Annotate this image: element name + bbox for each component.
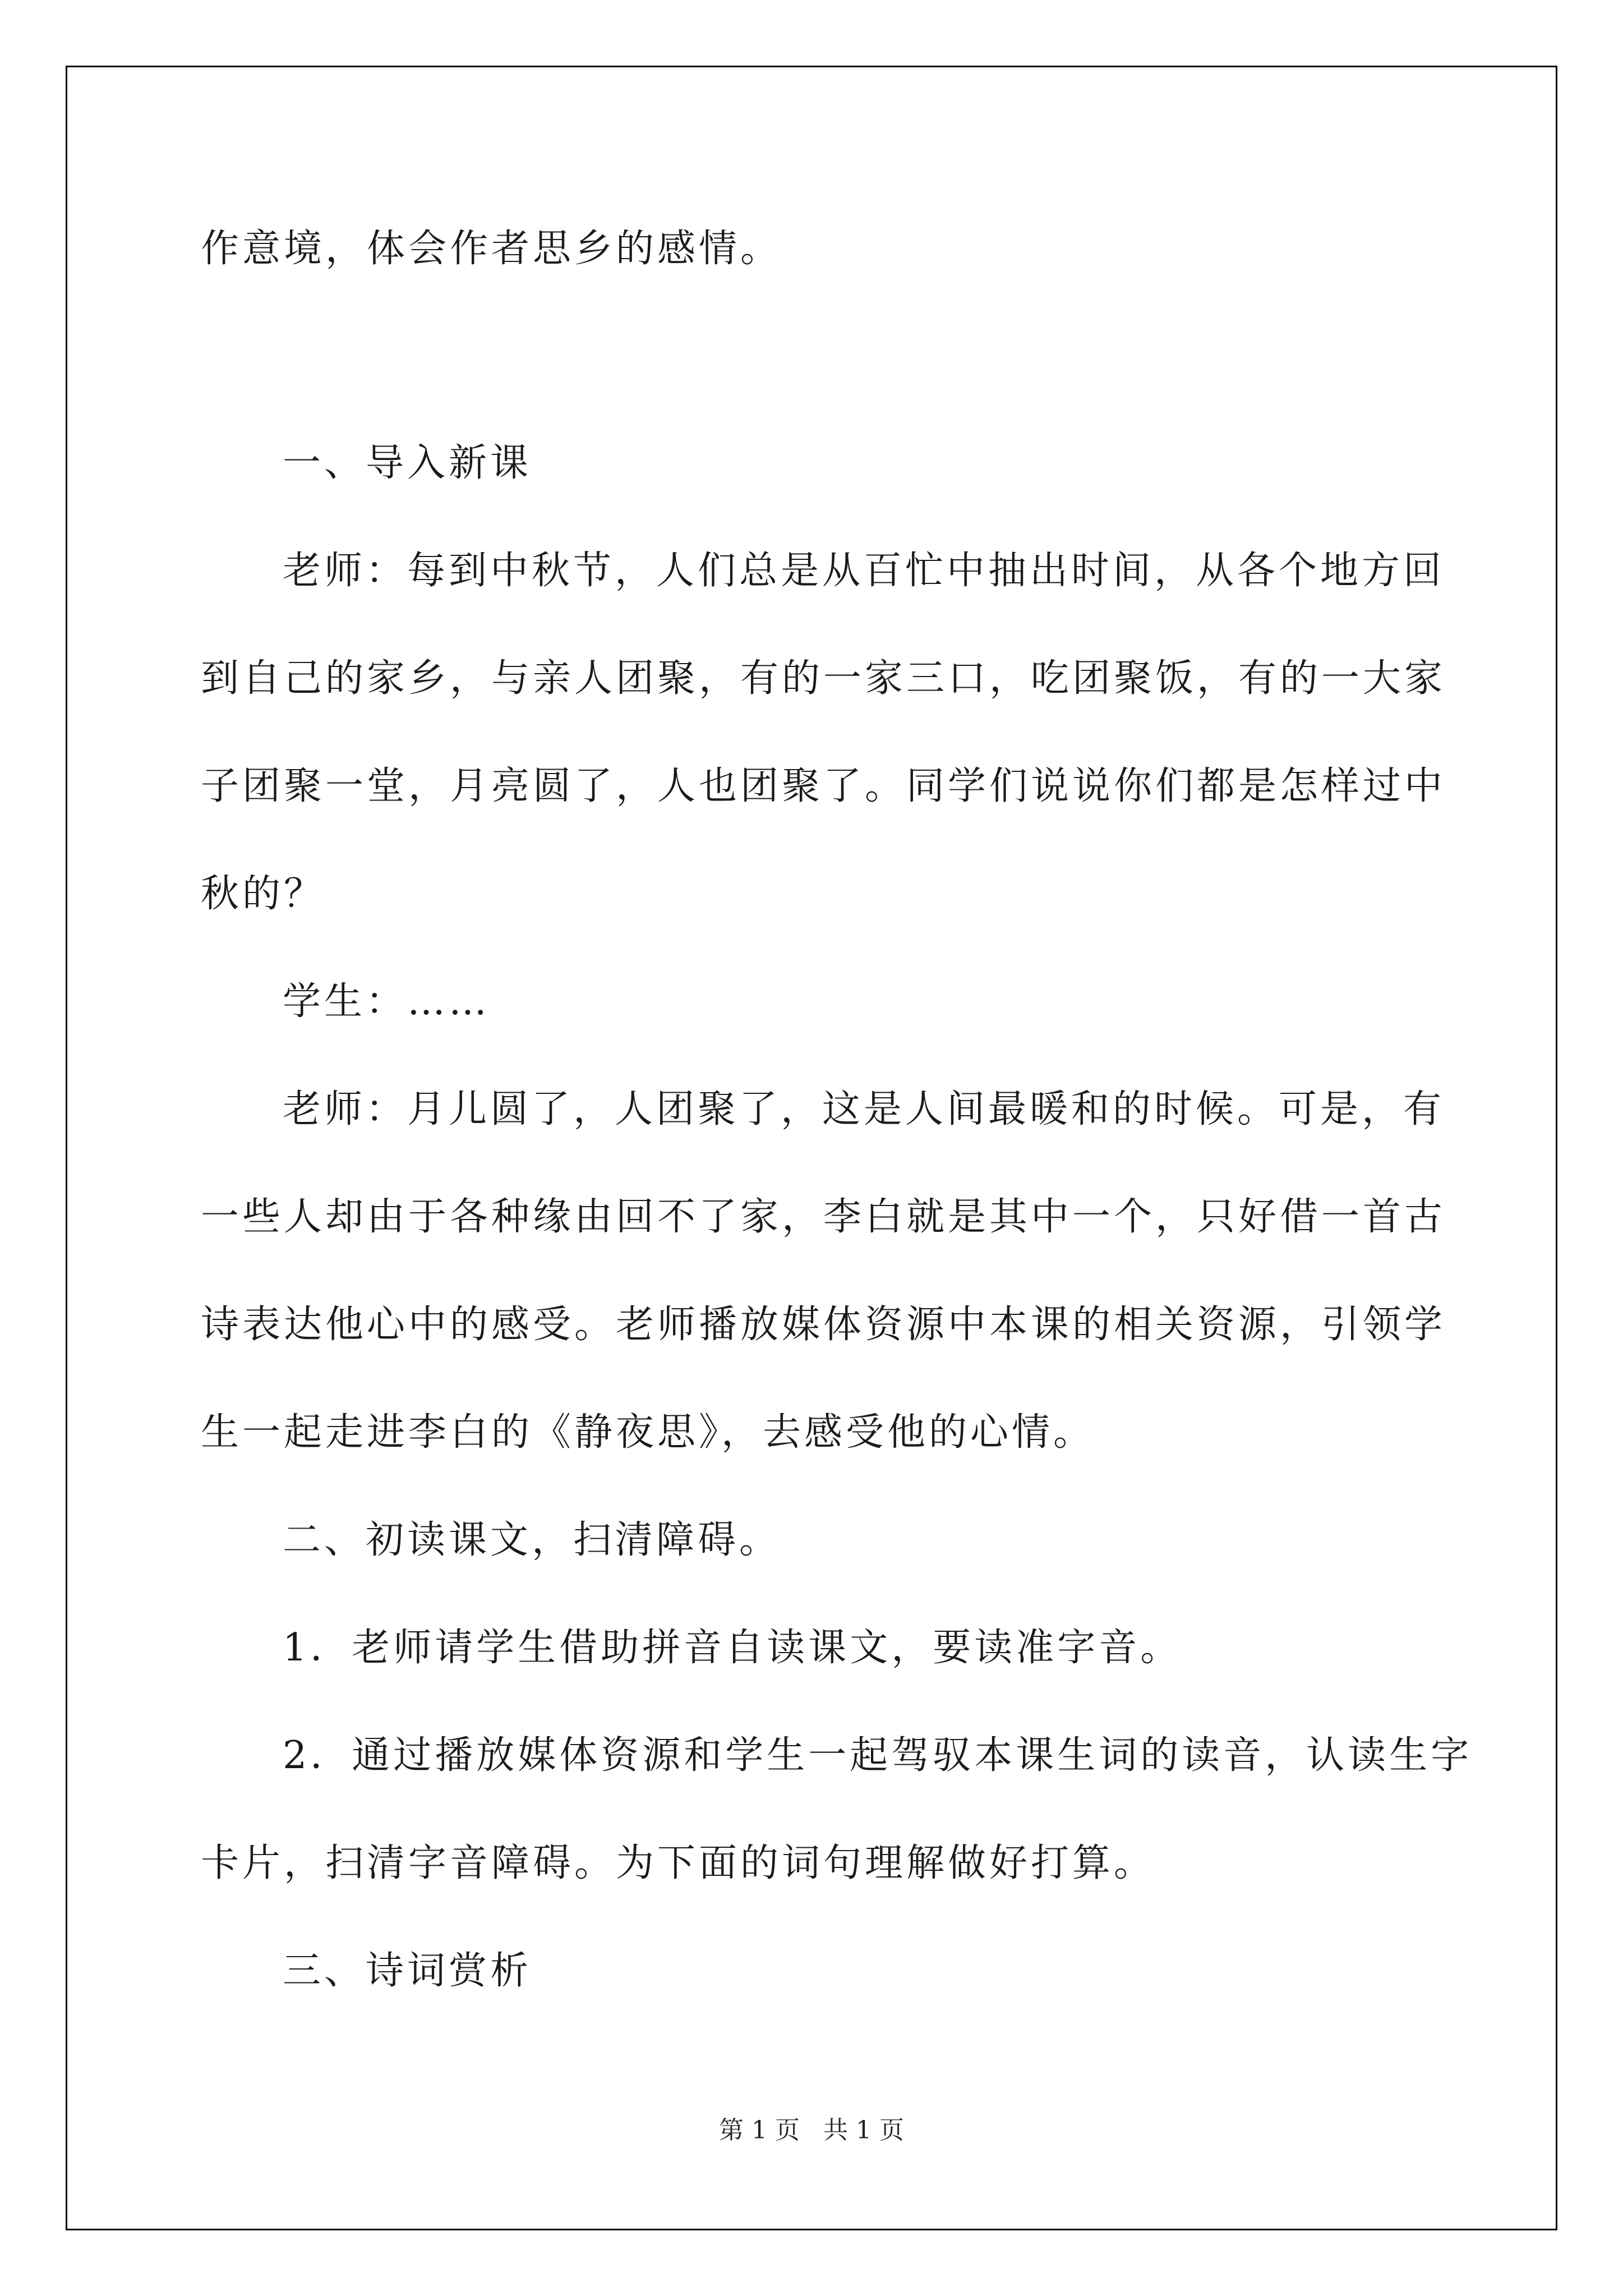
page-border: [66, 66, 1557, 2230]
text-line: 老师：月儿圆了，人团聚了，这是人间最暖和的时候。可是，有: [283, 1087, 1445, 1131]
text-line: 作意境，体会作者思乡的感情。: [201, 227, 782, 271]
page-footer: 第 1 页 共 1 页: [719, 2116, 904, 2145]
list-item: 2．通过播放媒体资源和学生一起驾驭本课生词的读音，认读生字: [283, 1733, 1473, 1778]
section-heading: 一、导入新课: [283, 441, 532, 485]
section-heading: 二、初读课文，扫清障碍。: [283, 1518, 781, 1562]
text-line: 老师：每到中秋节，人们总是从百忙中抽出时间，从各个地方回: [283, 549, 1445, 593]
text-line: 卡片，扫清字音障碍。为下面的词句理解做好打算。: [201, 1841, 1156, 1885]
section-heading: 三、诗词赏析: [283, 1949, 532, 1993]
list-item: 1．老师请学生借助拼音自读课文，要读准字音。: [283, 1626, 1182, 1670]
text-line: 学生：……: [283, 979, 491, 1024]
text-line: 诗表达他心中的感受。老师播放媒体资源中本课的相关资源，引领学: [201, 1303, 1446, 1347]
text-line: 秋的？: [201, 872, 326, 916]
text-line: 到自己的家乡，与亲人团聚，有的一家三口，吃团聚饭，有的一大家: [201, 656, 1446, 701]
text-line: 生一起走进李白的《静夜思》，去感受他的心情。: [201, 1410, 1095, 1455]
text-line: 一些人却由于各种缘由回不了家，李白就是其中一个，只好借一首古: [201, 1195, 1446, 1239]
text-line: 子团聚一堂，月亮圆了，人也团聚了。同学们说说你们都是怎样过中: [201, 764, 1446, 808]
